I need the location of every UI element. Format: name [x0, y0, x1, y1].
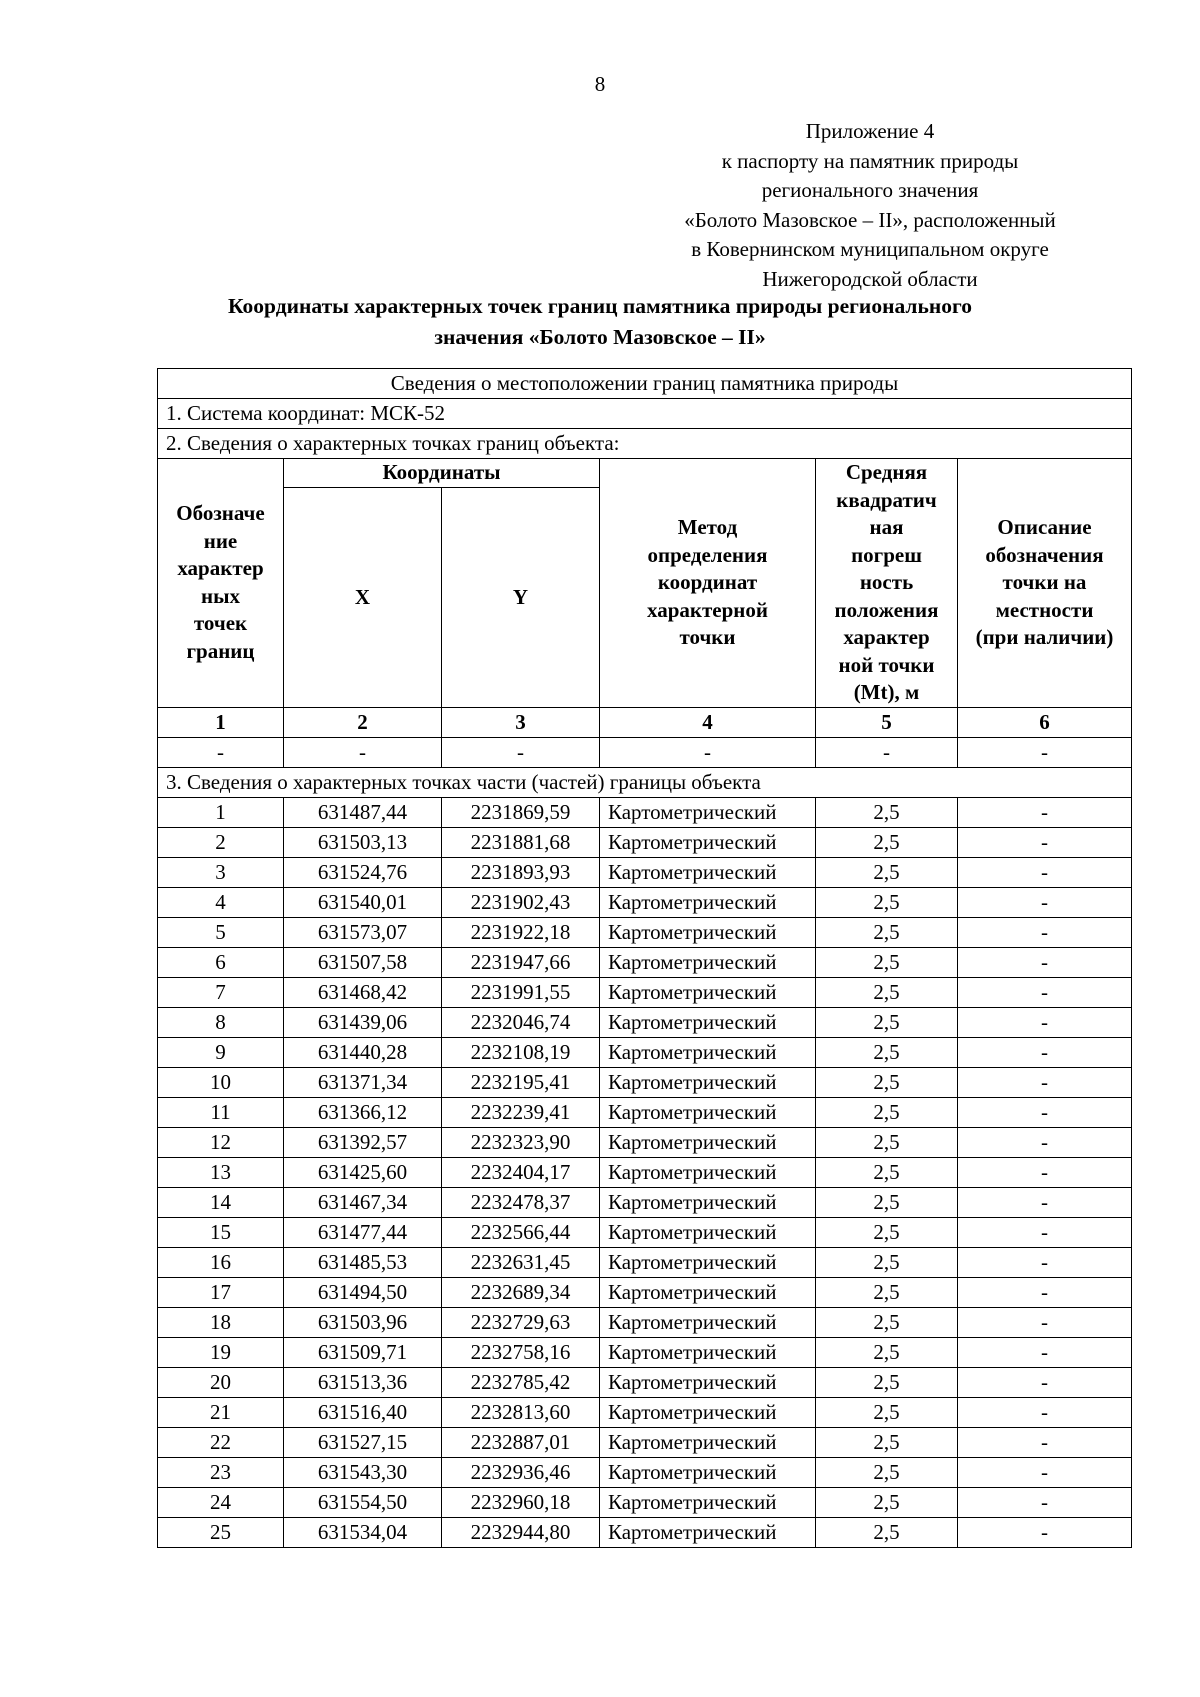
part-points-heading: 3. Сведения о характерных точках части (частей) границы объекта: [158, 767, 1132, 797]
point-number: 25: [158, 1517, 284, 1547]
table-row: [158, 947, 1132, 977]
coord-y: 2232960,18: [442, 1487, 600, 1517]
coordinate-system-row: [158, 399, 1132, 429]
method: Картометрический: [600, 1127, 816, 1157]
coord-y: 2232631,45: [442, 1247, 600, 1277]
table-row: [158, 1007, 1132, 1037]
table-row: [158, 1097, 1132, 1127]
coord-x: 631392,57: [284, 1127, 442, 1157]
point-number: 1: [158, 797, 284, 827]
coord-y: 2232887,01: [442, 1427, 600, 1457]
table-row: [158, 1517, 1132, 1547]
method: Картометрический: [600, 1217, 816, 1247]
mt-error: 2,5: [816, 1307, 958, 1337]
mt-error: 2,5: [816, 977, 958, 1007]
part-points-row: [158, 767, 1132, 797]
point-description: -: [958, 1067, 1132, 1097]
point-number: 4: [158, 887, 284, 917]
coord-x: 631503,96: [284, 1307, 442, 1337]
header-coordinates: Координаты: [284, 459, 600, 488]
column-number: 5: [816, 707, 958, 737]
appendix-line: «Болото Мазовское – II», расположенный: [684, 207, 1056, 232]
point-number: 15: [158, 1217, 284, 1247]
point-description: -: [958, 887, 1132, 917]
coord-y: 2232239,41: [442, 1097, 600, 1127]
point-description: -: [958, 1037, 1132, 1067]
table-row: [158, 1367, 1132, 1397]
mt-error: 2,5: [816, 1157, 958, 1187]
mt-error: 2,5: [816, 887, 958, 917]
mt-error: 2,5: [816, 1427, 958, 1457]
mt-error: 2,5: [816, 1187, 958, 1217]
table-row: [158, 1457, 1132, 1487]
empty-cell: -: [816, 737, 958, 767]
mt-error: 2,5: [816, 1277, 958, 1307]
table-row: [158, 1247, 1132, 1277]
point-number: 23: [158, 1457, 284, 1487]
coord-x: 631527,15: [284, 1427, 442, 1457]
mt-error: 2,5: [816, 1397, 958, 1427]
header-description: Описание обозначения точки на местности (при наличии): [958, 459, 1132, 708]
header-x: X: [284, 488, 442, 707]
method: Картометрический: [600, 1457, 816, 1487]
coord-x: 631467,34: [284, 1187, 442, 1217]
coord-x: 631540,01: [284, 887, 442, 917]
column-number: 4: [600, 707, 816, 737]
method: Картометрический: [600, 887, 816, 917]
coord-x: 631554,50: [284, 1487, 442, 1517]
point-description: -: [958, 1217, 1132, 1247]
point-description: -: [958, 1397, 1132, 1427]
point-number: 9: [158, 1037, 284, 1067]
empty-cell: -: [600, 737, 816, 767]
coord-y: 2231893,93: [442, 857, 600, 887]
point-number: 21: [158, 1397, 284, 1427]
point-number: 11: [158, 1097, 284, 1127]
method: Картометрический: [600, 1307, 816, 1337]
point-description: -: [958, 1457, 1132, 1487]
mt-error: 2,5: [816, 917, 958, 947]
empty-cell: -: [284, 737, 442, 767]
mt-error: 2,5: [816, 1247, 958, 1277]
header-designation: Обозначе ние характер ных точек границ: [158, 459, 284, 708]
appendix-header: [640, 117, 1100, 294]
method: Картометрический: [600, 797, 816, 827]
point-description: -: [958, 1277, 1132, 1307]
appendix-line: Приложение 4: [805, 119, 935, 143]
page-number: 8: [594, 72, 606, 96]
table-row: [158, 797, 1132, 827]
table-row: [158, 1037, 1132, 1067]
coord-y: 2232729,63: [442, 1307, 600, 1337]
table-row: [158, 1157, 1132, 1187]
coord-y: 2231902,43: [442, 887, 600, 917]
point-number: 17: [158, 1277, 284, 1307]
coord-y: 2232813,60: [442, 1397, 600, 1427]
coord-x: 631543,30: [284, 1457, 442, 1487]
mt-error: 2,5: [816, 797, 958, 827]
point-description: -: [958, 1247, 1132, 1277]
table-row: [158, 1487, 1132, 1517]
empty-cell: -: [442, 737, 600, 767]
mt-error: 2,5: [816, 827, 958, 857]
mt-error: 2,5: [816, 1007, 958, 1037]
point-number: 16: [158, 1247, 284, 1277]
coord-y: 2232785,42: [442, 1367, 600, 1397]
point-number: 7: [158, 977, 284, 1007]
table-row: [158, 1427, 1132, 1457]
method: Картометрический: [600, 1277, 816, 1307]
mt-error: 2,5: [816, 1337, 958, 1367]
table-row: [158, 887, 1132, 917]
mt-error: 2,5: [816, 1067, 958, 1097]
point-number: 19: [158, 1337, 284, 1367]
point-number: 22: [158, 1427, 284, 1457]
empty-cell: -: [158, 737, 284, 767]
point-number: 6: [158, 947, 284, 977]
point-number: 2: [158, 827, 284, 857]
coord-y: 2231947,66: [442, 947, 600, 977]
column-number: 2: [284, 707, 442, 737]
table-row: [158, 917, 1132, 947]
coord-y: 2231922,18: [442, 917, 600, 947]
mt-error: 2,5: [816, 857, 958, 887]
coord-x: 631485,53: [284, 1247, 442, 1277]
coordinates-table: [157, 368, 1132, 1548]
mt-error: 2,5: [816, 1097, 958, 1127]
coord-y: 2231881,68: [442, 827, 600, 857]
point-description: -: [958, 1007, 1132, 1037]
point-description: -: [958, 1157, 1132, 1187]
coordinate-system: 1. Система координат: МСК-52: [158, 399, 1132, 429]
appendix-line: к паспорту на памятник природы: [721, 148, 1019, 173]
coord-y: 2232195,41: [442, 1067, 600, 1097]
column-numbers-row: [158, 707, 1132, 737]
appendix-line: Нижегородской области: [762, 266, 978, 291]
point-description: -: [958, 1427, 1132, 1457]
method: Картометрический: [600, 1367, 816, 1397]
coord-x: 631534,04: [284, 1517, 442, 1547]
column-number: 3: [442, 707, 600, 737]
coord-y: 2231991,55: [442, 977, 600, 1007]
coord-x: 631439,06: [284, 1007, 442, 1037]
point-number: 5: [158, 917, 284, 947]
header-error: Средняя квадратич ная погреш ность положения характер ной точки (Mt), м: [816, 459, 958, 708]
point-description: -: [958, 1517, 1132, 1547]
mt-error: 2,5: [816, 947, 958, 977]
method: Картометрический: [600, 1067, 816, 1097]
coord-x: 631487,44: [284, 797, 442, 827]
method: Картометрический: [600, 827, 816, 857]
coord-x: 631507,58: [284, 947, 442, 977]
method: Картометрический: [600, 1487, 816, 1517]
method: Картометрический: [600, 1187, 816, 1217]
mt-error: 2,5: [816, 1487, 958, 1517]
coord-y: 2232689,34: [442, 1277, 600, 1307]
coord-x: 631524,76: [284, 857, 442, 887]
coord-x: 631503,13: [284, 827, 442, 857]
point-description: -: [958, 1307, 1132, 1337]
point-number: 8: [158, 1007, 284, 1037]
mt-error: 2,5: [816, 1037, 958, 1067]
coord-x: 631494,50: [284, 1277, 442, 1307]
point-description: -: [958, 947, 1132, 977]
table-row: [158, 977, 1132, 1007]
header-row-1: [158, 459, 1132, 488]
coord-y: 2232046,74: [442, 1007, 600, 1037]
coord-y: 2232108,19: [442, 1037, 600, 1067]
point-number: 14: [158, 1187, 284, 1217]
section-heading-row: [158, 369, 1132, 399]
point-description: -: [958, 977, 1132, 1007]
point-number: 18: [158, 1307, 284, 1337]
empty-data-row: [158, 737, 1132, 767]
coord-x: 631509,71: [284, 1337, 442, 1367]
point-description: -: [958, 1337, 1132, 1367]
point-description: -: [958, 857, 1132, 887]
table-row: [158, 827, 1132, 857]
title-line-2: значения «Болото Мазовское – II»: [434, 325, 766, 349]
coord-y: 2232404,17: [442, 1157, 600, 1187]
point-number: 10: [158, 1067, 284, 1097]
point-number: 13: [158, 1157, 284, 1187]
column-number: 6: [958, 707, 1132, 737]
table-row: [158, 1397, 1132, 1427]
table-row: [158, 857, 1132, 887]
method: Картометрический: [600, 947, 816, 977]
table-row: [158, 1277, 1132, 1307]
point-description: -: [958, 1487, 1132, 1517]
coord-x: 631440,28: [284, 1037, 442, 1067]
method: Картометрический: [600, 1157, 816, 1187]
header-method: Метод определения координат характерной точки: [600, 459, 816, 708]
appendix-line: регионального значения: [761, 178, 979, 202]
coord-y: 2232323,90: [442, 1127, 600, 1157]
method: Картометрический: [600, 1007, 816, 1037]
mt-error: 2,5: [816, 1517, 958, 1547]
table-row: [158, 1307, 1132, 1337]
method: Картометрический: [600, 1247, 816, 1277]
coord-x: 631468,42: [284, 977, 442, 1007]
coord-x: 631366,12: [284, 1097, 442, 1127]
point-description: -: [958, 917, 1132, 947]
coord-y: 2232944,80: [442, 1517, 600, 1547]
method: Картометрический: [600, 1397, 816, 1427]
method: Картометрический: [600, 1337, 816, 1367]
coord-y: 2231869,59: [442, 797, 600, 827]
point-description: -: [958, 1097, 1132, 1127]
table-row: [158, 1337, 1132, 1367]
point-number: 20: [158, 1367, 284, 1397]
method: Картометрический: [600, 857, 816, 887]
point-description: -: [958, 1187, 1132, 1217]
mt-error: 2,5: [816, 1217, 958, 1247]
header-y: Y: [442, 488, 600, 707]
table-row: [158, 1187, 1132, 1217]
appendix-line: в Ковернинском муниципальном округе: [691, 237, 1049, 261]
coord-y: 2232936,46: [442, 1457, 600, 1487]
coord-x: 631573,07: [284, 917, 442, 947]
point-number: 3: [158, 857, 284, 887]
point-description: -: [958, 1127, 1132, 1157]
mt-error: 2,5: [816, 1127, 958, 1157]
document-title: [180, 291, 1020, 353]
method: Картометрический: [600, 1427, 816, 1457]
mt-error: 2,5: [816, 1457, 958, 1487]
table-row: [158, 1127, 1132, 1157]
coord-x: 631477,44: [284, 1217, 442, 1247]
point-number: 24: [158, 1487, 284, 1517]
method: Картометрический: [600, 1517, 816, 1547]
coord-y: 2232758,16: [442, 1337, 600, 1367]
section-heading: Сведения о местоположении границ памятника природы: [158, 369, 1132, 399]
title-line-1: Координаты характерных точек границ памятника природы регионального: [228, 294, 972, 318]
point-description: -: [958, 797, 1132, 827]
coord-x: 631513,36: [284, 1367, 442, 1397]
empty-cell: -: [958, 737, 1132, 767]
point-number: 12: [158, 1127, 284, 1157]
point-description: -: [958, 827, 1132, 857]
coord-x: 631516,40: [284, 1397, 442, 1427]
coord-y: 2232478,37: [442, 1187, 600, 1217]
method: Картометрический: [600, 1037, 816, 1067]
method: Картометрический: [600, 917, 816, 947]
column-number: 1: [158, 707, 284, 737]
table-row: [158, 1067, 1132, 1097]
object-points-heading: 2. Сведения о характерных точках границ объекта:: [158, 429, 1132, 459]
point-description: -: [958, 1367, 1132, 1397]
table-row: [158, 1217, 1132, 1247]
mt-error: 2,5: [816, 1367, 958, 1397]
method: Картометрический: [600, 1097, 816, 1127]
object-points-row: [158, 429, 1132, 459]
method: Картометрический: [600, 977, 816, 1007]
coord-y: 2232566,44: [442, 1217, 600, 1247]
coord-x: 631425,60: [284, 1157, 442, 1187]
coord-x: 631371,34: [284, 1067, 442, 1097]
